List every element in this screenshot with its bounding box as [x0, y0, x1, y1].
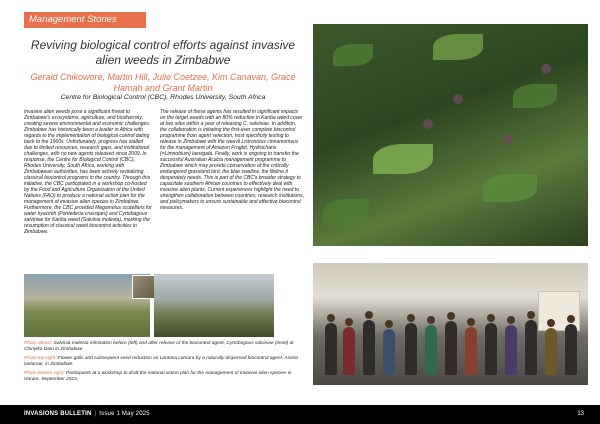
- body-column-2: The release of these agents has resulted in significant impacts on the target weeds with an 80% reduction in Kariba weed cover at two sites within a year of releasing C. salviniae. In addition, the collaboration is initiating the first-ever complete biocontrol programme from agent selection, host specificity testing to release in Zimbabwe with the weevil Listronotus cinnamomeus for the management of Amazon Frogbit, Hydrocharis (=Limnobium) laevigata. Finally, work is ongoing to transfer the successful Australian Acacia management programme to Zimbabwe which may provide conservation of the critically endangered grassland bird, the blue swallow, the lifeline it desperately needs. This is part of the CBC's broader strategy to capacitate southern African countries to effectively deal with invasive alien plants. Current experiences highlight the need to strengthen collaboration between countries, research institutions, and policymakers to ensure sustainable and effective biocontrol measures.: [160, 109, 304, 211]
- publication-name: INVASIONS BULLETIN: [24, 411, 92, 417]
- leaf-shape: [323, 199, 369, 225]
- caption-photo-bottom-right: [24, 371, 304, 383]
- body-column-1: Invasive alien weeds pose a significant threat to Zimbabwe's ecosystems, agriculture, and biodiversity, creating severe environmental and economic challenges. Zimbabwe has historically been a leader in Africa with regards to the implementation of biological control dating back to the 1960s. Unfortunately, progress has stalled due to limited resources, research gaps, and institutional challenges, with no new agents released since 2009. In response, the Centre for Biological Control (CBC), Rhodes University, South Africa, working with Zimbabwean authorities, has been actively revitalizing classical biocontrol programs in the country. Through this initiative, the CBC participated in a workshop co-hosted by the Food and Agriculture Organization of the United Nations (FAO) to produce a national action plan for the management of invasive alien species in Zimbabwe. Furthermore, the CBC provided Megamelus scutellaris for water hyacinth (Pontederia crassipes) and Cyrtobagous salviniae for Kariba weed (Salvinia molesta), marking the resumption of classical weed biocontrol activities in Zimbabwe.: [24, 109, 152, 235]
- participant-figure: [505, 325, 517, 375]
- participant-figure: [565, 324, 577, 375]
- participant-figure: [405, 323, 417, 375]
- caption-photo-top-right: [24, 356, 304, 368]
- caption-text: Salvinia molesta infestation before (left) and after release of the biocontrol agent, Cyrtobagous salviniae (inset) at Chinyika Dam in Zimbabwe: [24, 341, 294, 352]
- issue-info: Issue 1 May 2025: [99, 411, 150, 417]
- leaf-shape: [333, 44, 373, 66]
- leaf-shape: [483, 174, 537, 202]
- workshop-group-photo: [313, 263, 588, 385]
- caption-label: Photo top right:: [24, 356, 57, 361]
- article-title: Reviving biological control efforts against invasive alien weeds in Zimbabwe: [30, 38, 296, 67]
- footer-separator: |: [94, 411, 97, 417]
- article-authors: Gerald Chikowore, Martin Hill, Julie Coetzee, Kim Canavan, Grace Hamah and Grant Martin: [30, 72, 296, 93]
- gall-cluster: [453, 94, 463, 104]
- participant-figure: [325, 323, 337, 375]
- gall-cluster: [423, 119, 433, 129]
- leaf-shape: [513, 84, 557, 108]
- gall-cluster: [503, 134, 513, 144]
- caption-text: Participants at a workshop to draft the national action plan for the management of invasive alien species in Harare, September 2023.: [24, 371, 292, 382]
- participant-figure: [545, 328, 557, 375]
- caption-photo-above: [24, 341, 304, 353]
- leaf-shape: [433, 34, 483, 60]
- leaf-shape: [373, 144, 433, 174]
- participant-figure: [445, 321, 457, 375]
- section-banner: Management Stories: [24, 12, 146, 28]
- gall-cluster: [541, 64, 551, 74]
- page-footer: [0, 405, 600, 424]
- author-affiliation: Centre for Biological Control (CBC), Rhodes University, South Africa: [60, 94, 266, 101]
- participant-figure: [383, 329, 395, 375]
- page-number: 13: [577, 411, 584, 417]
- participant-figure: [525, 320, 537, 375]
- publication-info: [24, 411, 150, 417]
- participant-figure: [363, 320, 375, 375]
- caption-text: Flower galls and subsequent seed reduction on Lantana camara by a naturally dispersed biocontrol agent, Aceria lantanae, in Zimbabwe.: [24, 356, 298, 367]
- caption-label: Photo above:: [24, 341, 53, 346]
- participant-figure: [343, 327, 355, 375]
- caption-label: Photo bottom right:: [24, 371, 65, 376]
- participant-figure: [425, 325, 437, 375]
- participant-figure: [465, 327, 477, 375]
- salvinia-after-photo: [154, 274, 274, 337]
- lantana-flower-galls-photo: [313, 24, 588, 246]
- participant-figure: [485, 323, 497, 375]
